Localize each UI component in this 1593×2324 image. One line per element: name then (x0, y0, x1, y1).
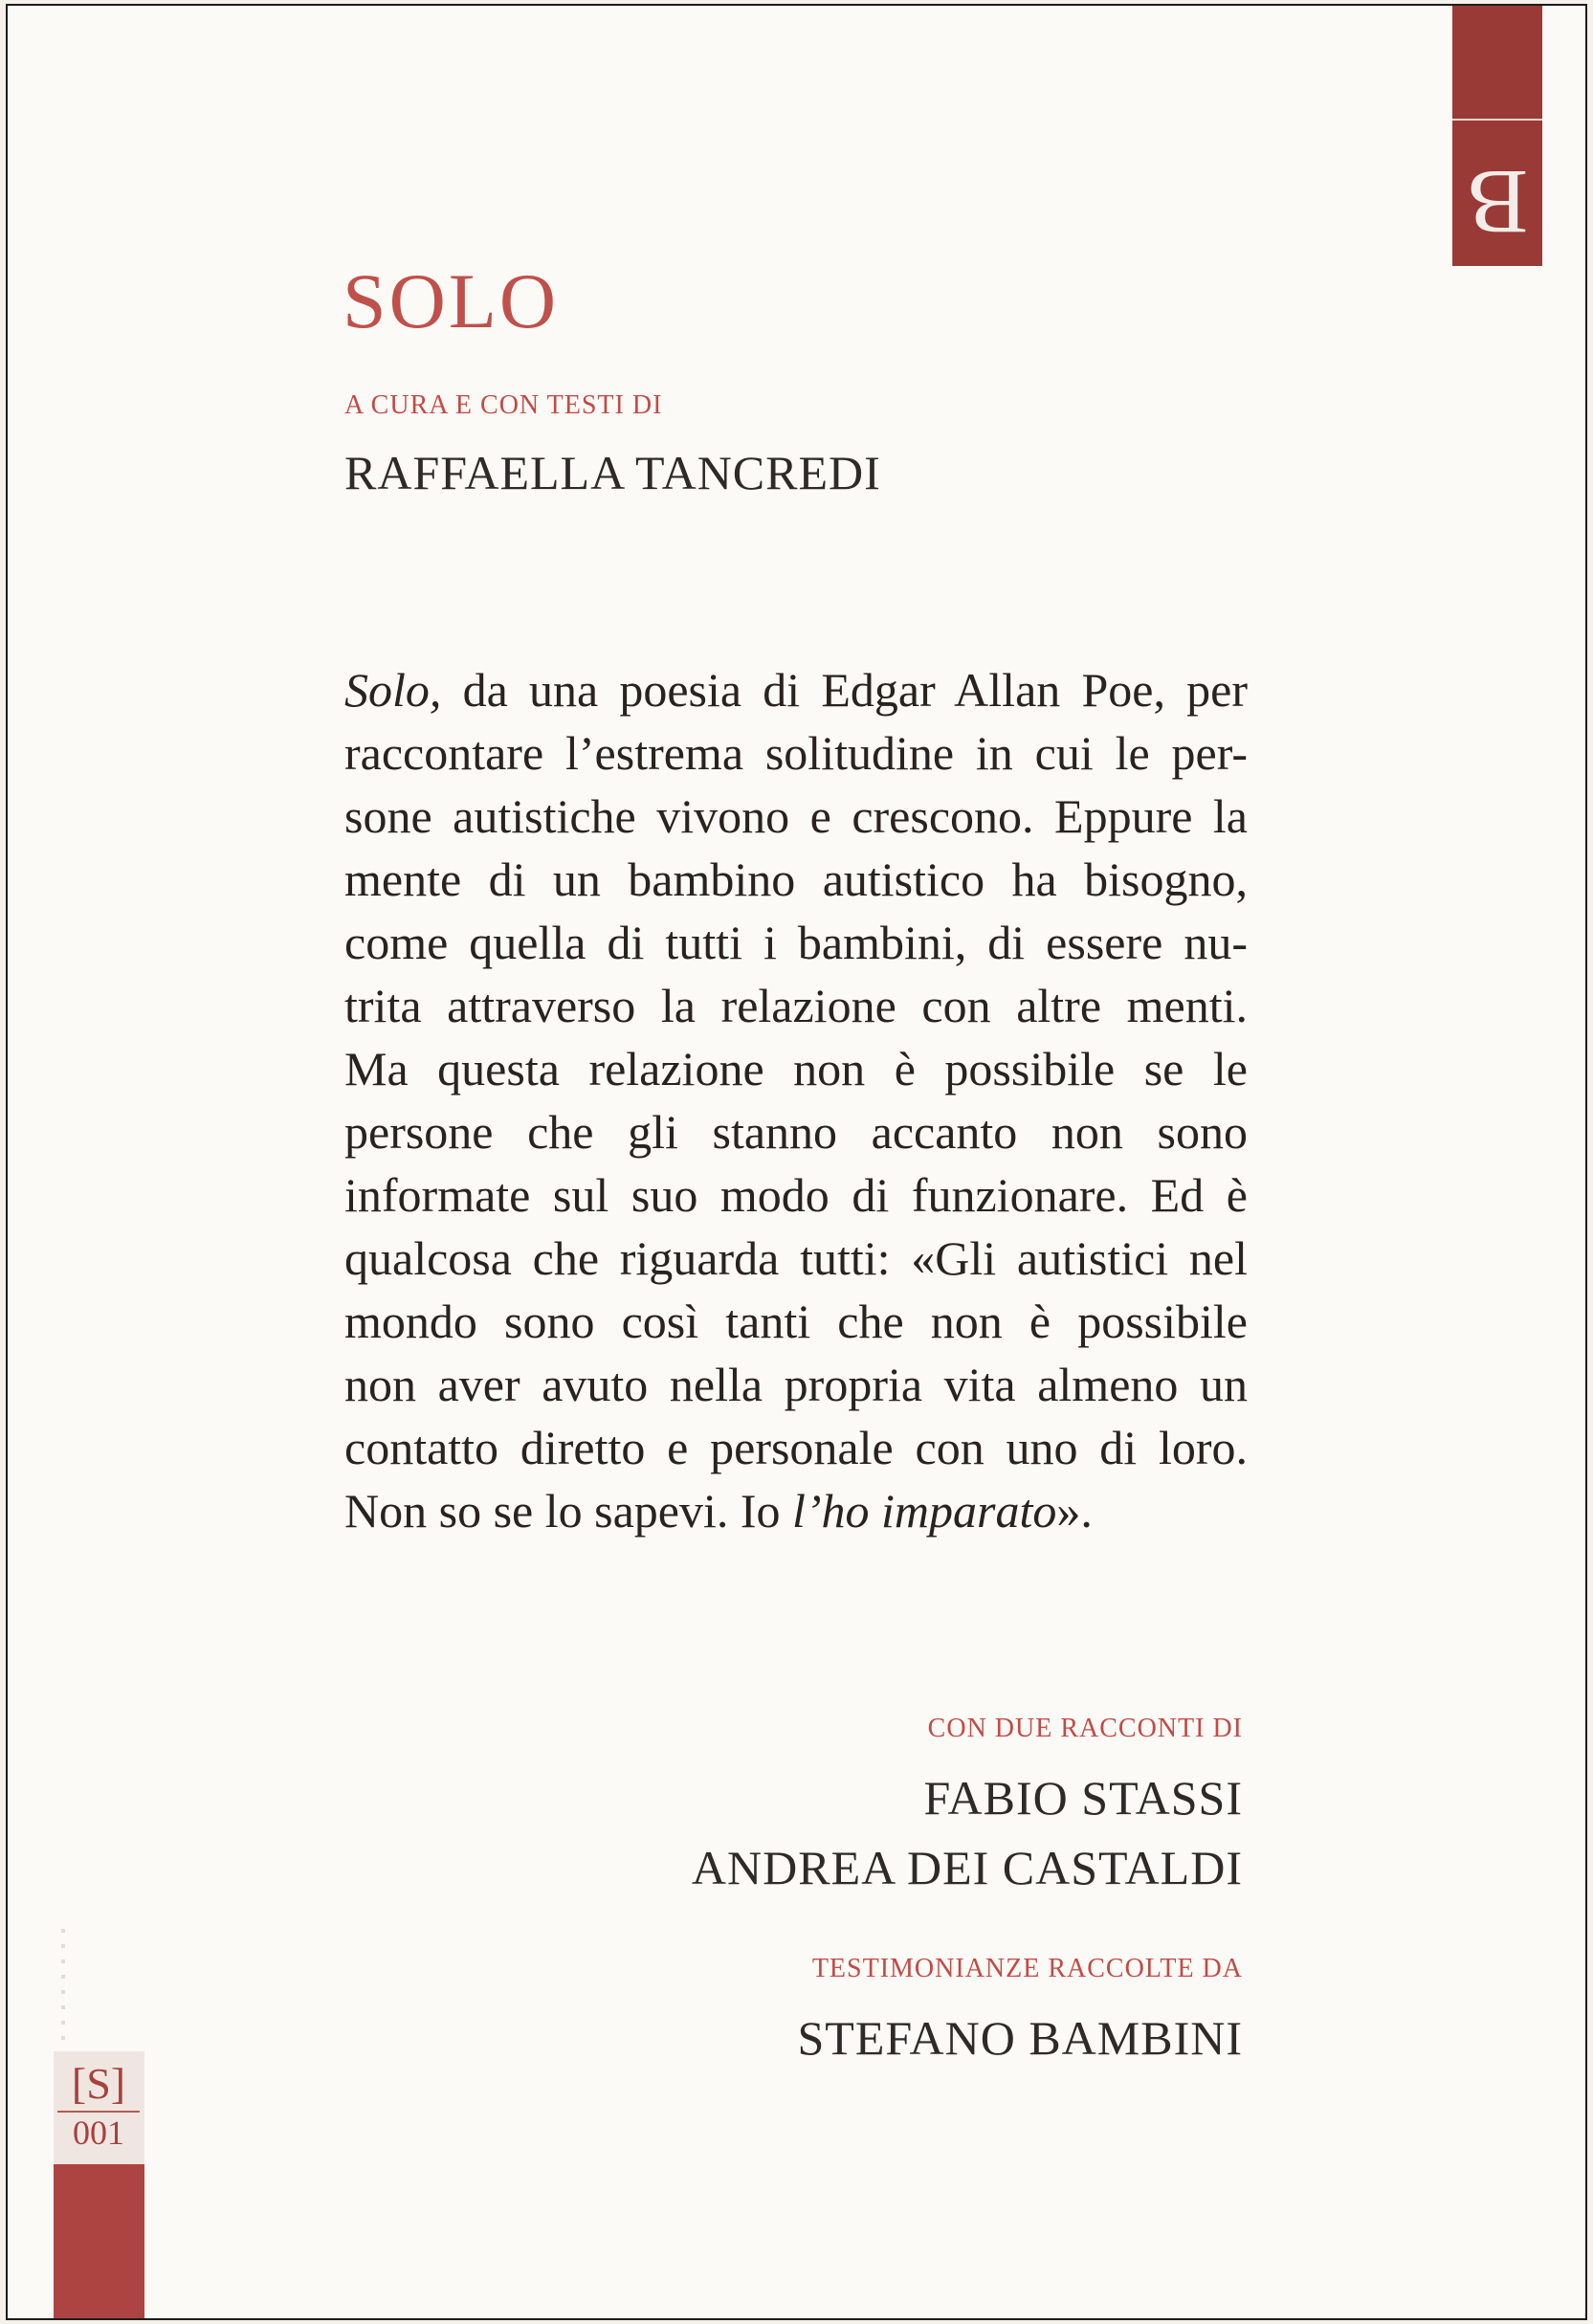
series-divider (57, 2111, 140, 2113)
blurb-line-11: mondo sono così tanti che non è possibile (344, 1295, 1248, 1348)
curator-name: RAFFAELLA TANCREDI (344, 446, 881, 499)
testimonies-label: TESTIMONIANZE RACCOLTE DA (811, 1954, 1243, 1983)
blurb-line-12: non aver avuto nella propria vita almeno un (344, 1358, 1248, 1411)
blurb-line-7: Ma questa relazione non è possibile se le (344, 1042, 1248, 1096)
publisher-tab-divider (1452, 119, 1542, 121)
stories-label: CON DUE RACCONTI DI (927, 1714, 1243, 1743)
blurb-line-4: mente di un bambino autistico ha bisogno, (344, 852, 1248, 906)
story-author-2: ANDREA DEI CASTALDI (691, 1841, 1243, 1894)
testimonies-author: STEFANO BAMBINI (797, 2011, 1243, 2065)
blurb-title-italic: Solo, (344, 663, 442, 717)
story-author-1: FABIO STASSI (923, 1771, 1243, 1825)
blurb-line-10: qualcosa che riguarda tutti: «Gli autistici nel (344, 1231, 1248, 1285)
series-badge (54, 2051, 144, 2320)
back-cover (6, 4, 1587, 2320)
blurb-line-6: trita attraverso la relazione con altre menti. (344, 979, 1248, 1032)
curated-label: A CURA E CON TESTI DI (344, 390, 663, 420)
blurb-line-3: sone autistiche vivono e crescono. Eppure la (344, 789, 1248, 843)
blurb-line-1-text: da una poesia di Edgar Allan Poe, per (441, 663, 1248, 717)
blurb-line-13: contatto diretto e personale con uno di loro. (344, 1421, 1248, 1474)
blurb-line-14-text: Non so se lo sapevi. Io (344, 1484, 792, 1538)
series-number: 001 (73, 2114, 124, 2152)
book-title: SOLO (343, 257, 560, 344)
blurb-line-14-end: ». (1056, 1484, 1093, 1538)
blurb-line-1 (344, 658, 1248, 721)
series-logo: [S] (71, 2059, 126, 2108)
publisher-logo: B (1466, 151, 1529, 254)
blurb-line-14 (344, 1479, 1248, 1542)
blurb-line-8: persone che gli stanno accanto non sono (344, 1105, 1248, 1159)
blurb-line-2: raccontare l’estrema solitudine in cui le per- (344, 726, 1248, 780)
blurb-line-5: come quella di tutti i bambini, di essere nu- (344, 916, 1248, 969)
blurb-line-9: informate sul suo modo di funzionare. Ed è (344, 1168, 1248, 1222)
blurb (344, 658, 1248, 1542)
blurb-quote-italic: l’ho imparato (792, 1484, 1057, 1538)
